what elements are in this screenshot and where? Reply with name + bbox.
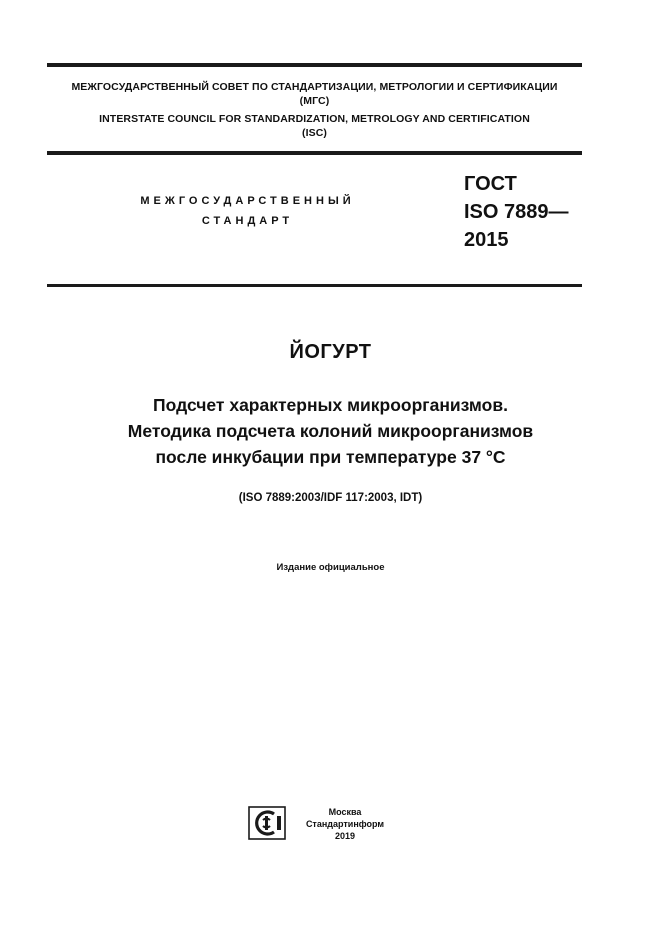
publisher-info [300, 806, 390, 842]
standard-type-line2: СТАНДАРТ [201, 215, 294, 227]
council-name-en [47, 112, 582, 140]
publisher-city: Москва [328, 807, 362, 817]
council-name-ru [47, 80, 582, 108]
publisher-name: Стандартинформ [305, 819, 385, 829]
standard-type [105, 191, 390, 231]
subtitle-line2: Методика подсчета колоний микроорганизмов [127, 421, 534, 441]
edition-note: Издание официальное [276, 562, 385, 573]
standard-designation [464, 170, 569, 254]
bottom-rule [47, 284, 582, 287]
council-name-en-line1: INTERSTATE COUNCIL FOR STANDARDIZATION, METROLOGY AND CERTIFICATION [99, 113, 530, 125]
designation-line1: ГОСТ [464, 173, 517, 195]
subtitle-line1: Подсчет характерных микроорганизмов. [153, 395, 508, 415]
standard-type-line1: МЕЖГОСУДАРСТВЕННЫЙ [140, 195, 355, 207]
standartinform-logo-icon [248, 806, 286, 840]
designation-line2: ISO 7889— [464, 201, 569, 223]
subtitle-line3: после инкубации при температуре 37 °С [155, 447, 506, 467]
document-title: ЙОГУРТ [289, 341, 372, 363]
middle-rule [47, 151, 582, 155]
council-abbr-ru: (МГС) [299, 95, 330, 107]
council-name-ru-line1: МЕЖГОСУДАРСТВЕННЫЙ СОВЕТ ПО СТАНДАРТИЗАЦИИ, МЕТРОЛОГИИ И СЕРТИФИКАЦИИ [71, 81, 558, 93]
iso-reference: (ISO 7889:2003/IDF 117:2003, IDT) [238, 492, 423, 504]
top-rule [47, 63, 582, 67]
council-abbr-en: (ISC) [302, 127, 327, 139]
designation-line3: 2015 [464, 229, 509, 251]
publisher-year: 2019 [334, 831, 356, 841]
document-subtitle [0, 392, 661, 470]
